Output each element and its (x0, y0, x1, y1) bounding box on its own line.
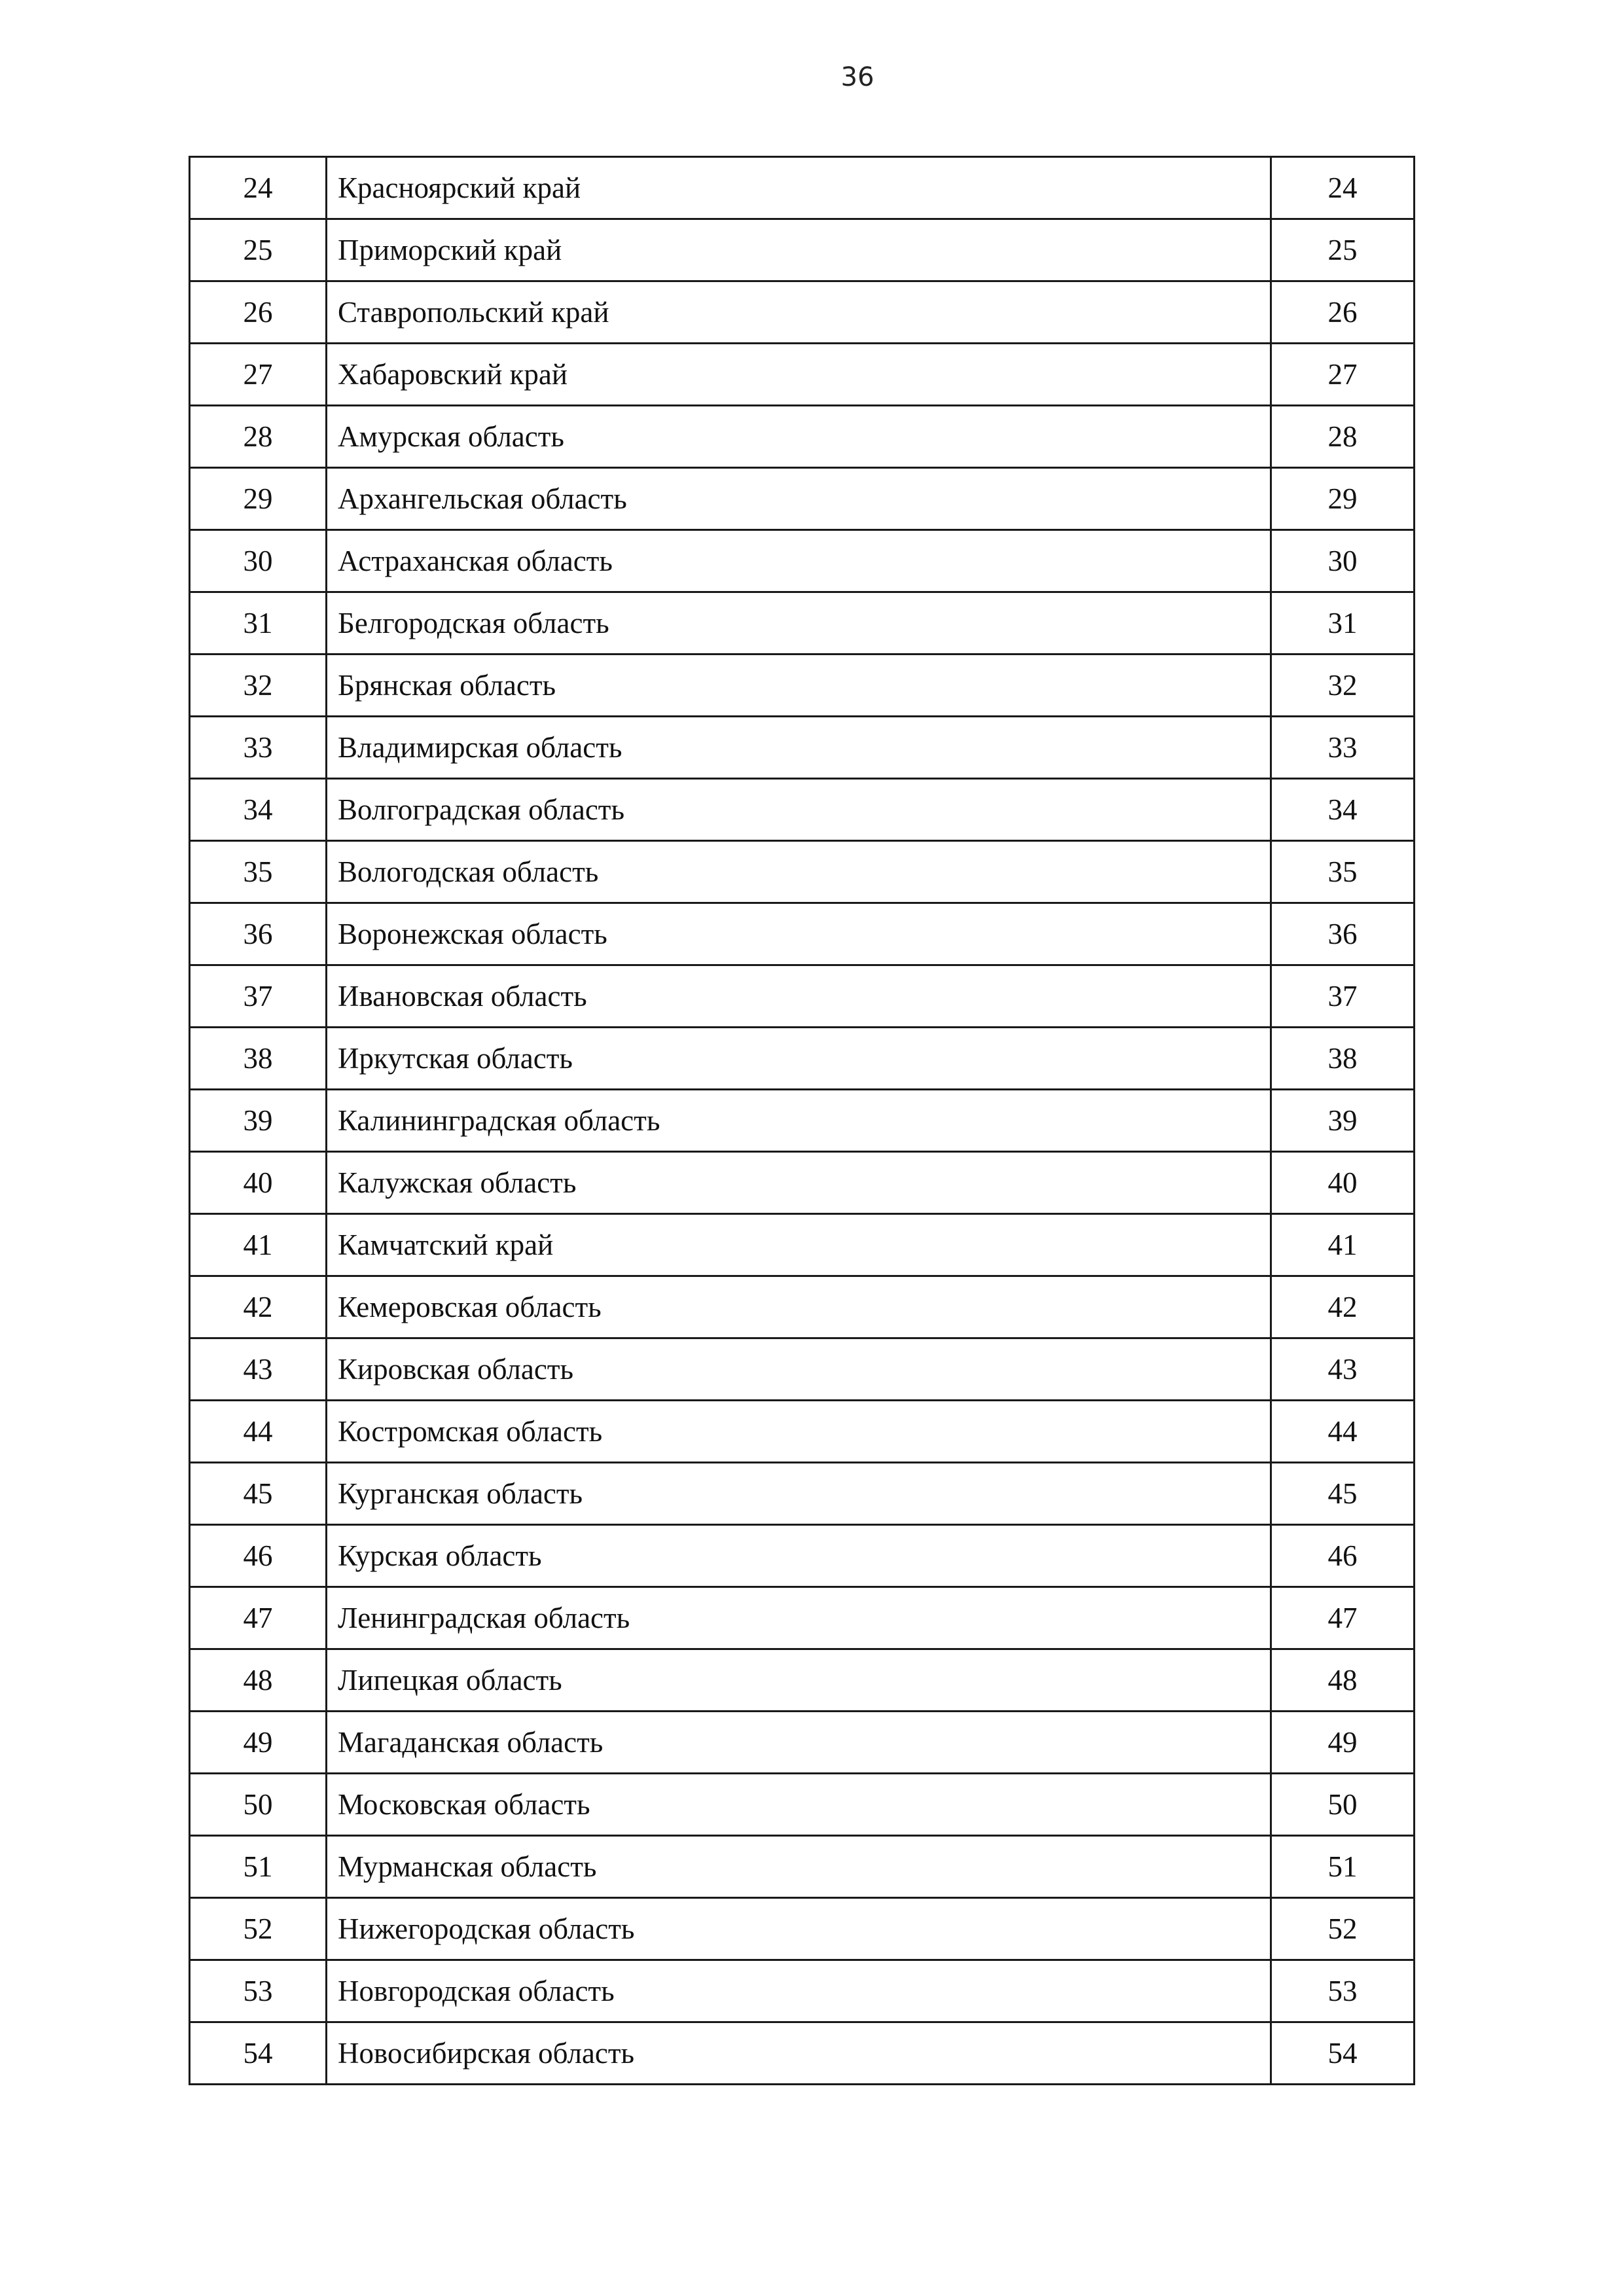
table-row (190, 1463, 1415, 1525)
table-row (190, 1028, 1415, 1090)
table-row (190, 344, 1415, 406)
region-code-cell: 31 (1271, 592, 1415, 655)
row-number-cell: 28 (190, 406, 327, 468)
regions-table-body (190, 157, 1415, 2085)
row-number-cell: 25 (190, 219, 327, 281)
regions-table (189, 156, 1415, 2085)
row-number-cell: 46 (190, 1525, 327, 1587)
region-name-cell: Астраханская область (327, 530, 1271, 592)
region-code-cell: 24 (1271, 157, 1415, 219)
region-code-cell: 52 (1271, 1898, 1415, 1960)
region-name-cell: Ленинградская область (327, 1587, 1271, 1649)
region-name-cell: Вологодская область (327, 841, 1271, 903)
row-number-cell: 51 (190, 1836, 327, 1898)
page-number: 36 (840, 62, 875, 92)
table-row (190, 1276, 1415, 1338)
table-row (190, 219, 1415, 281)
row-number-cell: 54 (190, 2022, 327, 2085)
region-name-cell: Брянская область (327, 655, 1271, 717)
region-name-cell: Хабаровский край (327, 344, 1271, 406)
row-number-cell: 38 (190, 1028, 327, 1090)
row-number-cell: 50 (190, 1774, 327, 1836)
row-number-cell: 47 (190, 1587, 327, 1649)
table-row (190, 2022, 1415, 2085)
region-code-cell: 33 (1271, 717, 1415, 779)
table-row (190, 1898, 1415, 1960)
region-name-cell: Магаданская область (327, 1712, 1271, 1774)
row-number-cell: 33 (190, 717, 327, 779)
row-number-cell: 34 (190, 779, 327, 841)
table-row (190, 1152, 1415, 1214)
row-number-cell: 26 (190, 281, 327, 344)
region-code-cell: 35 (1271, 841, 1415, 903)
table-row (190, 1836, 1415, 1898)
region-name-cell: Кемеровская область (327, 1276, 1271, 1338)
region-name-cell: Нижегородская область (327, 1898, 1271, 1960)
row-number-cell: 40 (190, 1152, 327, 1214)
region-name-cell: Липецкая область (327, 1649, 1271, 1712)
region-name-cell: Архангельская область (327, 468, 1271, 530)
table-row (190, 1401, 1415, 1463)
row-number-cell: 48 (190, 1649, 327, 1712)
region-name-cell: Курская область (327, 1525, 1271, 1587)
region-code-cell: 29 (1271, 468, 1415, 530)
table-row (190, 1214, 1415, 1276)
row-number-cell: 36 (190, 903, 327, 965)
region-code-cell: 42 (1271, 1276, 1415, 1338)
region-code-cell: 28 (1271, 406, 1415, 468)
table-row (190, 1960, 1415, 2022)
table-row (190, 655, 1415, 717)
table-row (190, 903, 1415, 965)
region-name-cell: Кировская область (327, 1338, 1271, 1401)
region-name-cell: Ивановская область (327, 965, 1271, 1028)
table-row (190, 717, 1415, 779)
table-row (190, 530, 1415, 592)
region-code-cell: 53 (1271, 1960, 1415, 2022)
region-name-cell: Красноярский край (327, 157, 1271, 219)
table-row (190, 1712, 1415, 1774)
row-number-cell: 45 (190, 1463, 327, 1525)
region-code-cell: 43 (1271, 1338, 1415, 1401)
region-name-cell: Иркутская область (327, 1028, 1271, 1090)
table-row (190, 1587, 1415, 1649)
row-number-cell: 52 (190, 1898, 327, 1960)
region-code-cell: 44 (1271, 1401, 1415, 1463)
row-number-cell: 24 (190, 157, 327, 219)
region-name-cell: Новосибирская область (327, 2022, 1271, 2085)
table-row (190, 1090, 1415, 1152)
table-row (190, 1338, 1415, 1401)
region-code-cell: 48 (1271, 1649, 1415, 1712)
region-code-cell: 50 (1271, 1774, 1415, 1836)
region-code-cell: 25 (1271, 219, 1415, 281)
region-code-cell: 41 (1271, 1214, 1415, 1276)
region-code-cell: 40 (1271, 1152, 1415, 1214)
row-number-cell: 41 (190, 1214, 327, 1276)
row-number-cell: 31 (190, 592, 327, 655)
region-code-cell: 39 (1271, 1090, 1415, 1152)
table-row (190, 1525, 1415, 1587)
row-number-cell: 42 (190, 1276, 327, 1338)
region-code-cell: 54 (1271, 2022, 1415, 2085)
row-number-cell: 53 (190, 1960, 327, 2022)
region-name-cell: Амурская область (327, 406, 1271, 468)
table-row (190, 1649, 1415, 1712)
region-name-cell: Приморский край (327, 219, 1271, 281)
row-number-cell: 35 (190, 841, 327, 903)
region-code-cell: 37 (1271, 965, 1415, 1028)
row-number-cell: 32 (190, 655, 327, 717)
region-name-cell: Калужская область (327, 1152, 1271, 1214)
table-row (190, 965, 1415, 1028)
table-row (190, 592, 1415, 655)
table-row (190, 779, 1415, 841)
region-name-cell: Ставропольский край (327, 281, 1271, 344)
row-number-cell: 39 (190, 1090, 327, 1152)
row-number-cell: 37 (190, 965, 327, 1028)
region-name-cell: Воронежская область (327, 903, 1271, 965)
row-number-cell: 30 (190, 530, 327, 592)
region-code-cell: 32 (1271, 655, 1415, 717)
table-row (190, 406, 1415, 468)
region-name-cell: Белгородская область (327, 592, 1271, 655)
region-code-cell: 51 (1271, 1836, 1415, 1898)
region-code-cell: 34 (1271, 779, 1415, 841)
table-row (190, 468, 1415, 530)
row-number-cell: 29 (190, 468, 327, 530)
region-name-cell: Новгородская область (327, 1960, 1271, 2022)
region-name-cell: Владимирская область (327, 717, 1271, 779)
table-row (190, 157, 1415, 219)
region-name-cell: Курганская область (327, 1463, 1271, 1525)
region-code-cell: 27 (1271, 344, 1415, 406)
row-number-cell: 43 (190, 1338, 327, 1401)
row-number-cell: 49 (190, 1712, 327, 1774)
row-number-cell: 44 (190, 1401, 327, 1463)
region-code-cell: 49 (1271, 1712, 1415, 1774)
region-name-cell: Волгоградская область (327, 779, 1271, 841)
region-code-cell: 45 (1271, 1463, 1415, 1525)
row-number-cell: 27 (190, 344, 327, 406)
region-code-cell: 38 (1271, 1028, 1415, 1090)
region-name-cell: Мурманская область (327, 1836, 1271, 1898)
region-code-cell: 46 (1271, 1525, 1415, 1587)
region-name-cell: Костромская область (327, 1401, 1271, 1463)
region-code-cell: 30 (1271, 530, 1415, 592)
table-row (190, 841, 1415, 903)
table-row (190, 1774, 1415, 1836)
region-code-cell: 36 (1271, 903, 1415, 965)
region-name-cell: Московская область (327, 1774, 1271, 1836)
region-name-cell: Калининградская область (327, 1090, 1271, 1152)
region-name-cell: Камчатский край (327, 1214, 1271, 1276)
region-code-cell: 26 (1271, 281, 1415, 344)
region-code-cell: 47 (1271, 1587, 1415, 1649)
table-row (190, 281, 1415, 344)
